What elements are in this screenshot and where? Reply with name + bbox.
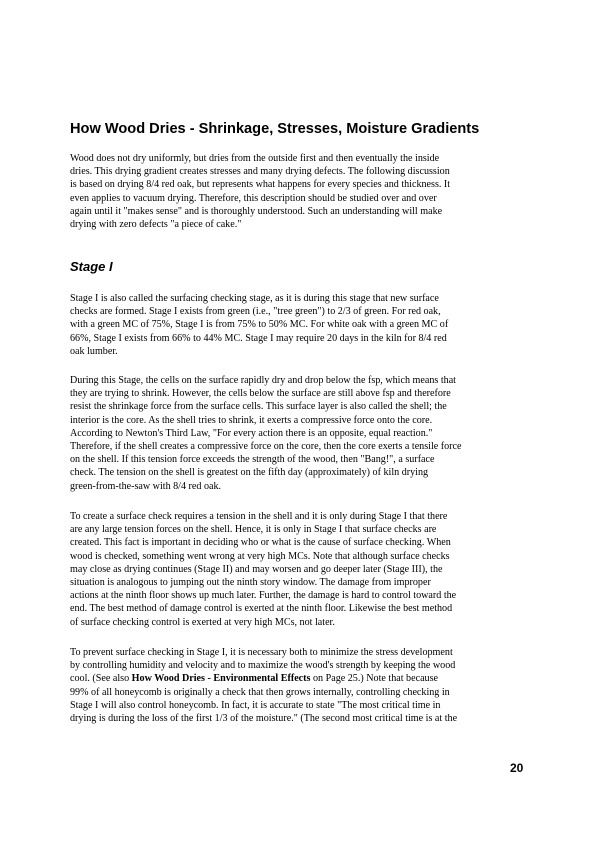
text-line: by controlling humidity and velocity and to maximize the wood's strength by keeping the wood <box>70 660 456 672</box>
text-line: To prevent surface checking in Stage I, it is necessary both to minimize the stress development <box>70 647 453 658</box>
text-line: end. The best method of damage control is exerted at the ninth floor. Likewise the best method <box>70 603 453 615</box>
text-run: cool. (See also <box>70 673 132 685</box>
text-line: Wood does not dry uniformly, but dries from the outside first and then eventually the inside <box>70 153 440 164</box>
text-line: Stage I is also called the surfacing checking stage, as it is during this stage that new surface <box>70 293 439 304</box>
text-line: To create a surface check requires a tension in the shell and it is only during Stage I that there <box>70 511 448 522</box>
text-line: drying is during the loss of the first 1/3 of the moisture." (The second most critical time is at the <box>70 713 458 725</box>
text-line: actions at the ninth floor shows up much later. Further, the damage is hard to control toward the <box>70 590 457 602</box>
text-line: created. This fact is important in deciding who or what is the cause of surface checking. When <box>70 537 451 549</box>
text-line: with a green MC of 75%, Stage I is from 75% to 50% MC. For white oak with a green MC of <box>70 319 449 331</box>
stage-paragraph-3 <box>70 510 530 629</box>
text-line: 66%, Stage I exists from 66% to 44% MC. Stage I may require 20 days in the kiln for 8/4 red <box>70 332 447 344</box>
stage-paragraph-2 <box>70 374 530 493</box>
text-line: interior is the core. As the shell tries to shrink, it exerts a compressive force onto the core. <box>70 414 433 426</box>
text-line: During this Stage, the cells on the surface rapidly dry and drop below the fsp, which means that <box>70 375 456 386</box>
text-line: checks are formed. Stage I exists from green (i.e., "tree green") to 2/3 of green. For red oak, <box>70 306 441 318</box>
text-line: wood is checked, something went wrong at very high MCs. Note that although surface checks <box>70 550 450 562</box>
text-run: on Page 25.) Note that because <box>310 673 439 685</box>
text-line: oak lumber. <box>70 345 118 357</box>
text-line: is based on drying 8/4 red oak, but represents what happens for every species and thickness. It <box>70 179 451 191</box>
page-title: How Wood Dries - Shrinkage, Stresses, Moisture Gradients <box>70 121 480 137</box>
text-line: 99% of all honeycomb is originally a check that then grows internally, controlling checking in <box>70 686 450 698</box>
intro-paragraph <box>70 152 530 231</box>
text-line: green-from-the-saw with 8/4 red oak. <box>70 480 222 492</box>
text-line: resist the shrinkage force from the surface cells. This surface layer is also called the shell; the <box>70 401 447 413</box>
section-heading-stage-i: Stage I <box>70 259 113 274</box>
text-line: check. The tension on the shell is greatest on the fifth day (approximately) of kiln drying <box>70 467 429 479</box>
text-line: situation is analogous to jumping out the ninth story window. The damage from improper <box>70 577 431 589</box>
text-line: even applies to vacuum drying. Therefore, this description should be studied over and over <box>70 192 437 204</box>
text-line: drying with zero defects "a piece of cake." <box>70 219 242 231</box>
text-line: According to Newton's Third Law, "For every action there is an opposite, equal reaction." <box>70 427 433 439</box>
cross-reference-title: How Wood Dries - Environmental Effects <box>131 673 311 685</box>
text-line: may close as drying continues (Stage II) and may worsen and go deeper later (Stage III), the <box>70 563 443 575</box>
text-line <box>70 672 530 685</box>
text-line: dries. This drying gradient creates stresses and many drying defects. The following discussion <box>70 166 450 178</box>
text-line: they are trying to shrink. However, the cells below the surface are still above fsp and therefore <box>70 388 451 400</box>
stage-paragraph-4 <box>70 646 530 725</box>
text-line: on the shell. If this tension force exceeds the strength of the wood, then "Bang!", a surface <box>70 454 435 466</box>
text-line: Therefore, if the shell creates a compressive force on the core, then the core exerts a tensile force <box>70 441 462 453</box>
text-line: again until it "makes sense" and is thoroughly understood. Such an understanding will make <box>70 205 443 217</box>
text-line: are any large tension forces on the shell. Hence, it is only in Stage I that surface checks are <box>70 524 437 536</box>
text-line: of surface checking control is exerted at very high MCs, not later. <box>70 616 335 628</box>
text-line: Stage I will also control honeycomb. In fact, it is accurate to state "The most critical time in <box>70 699 441 711</box>
stage-paragraph-1 <box>70 292 530 358</box>
page-number: 20 <box>510 761 524 775</box>
